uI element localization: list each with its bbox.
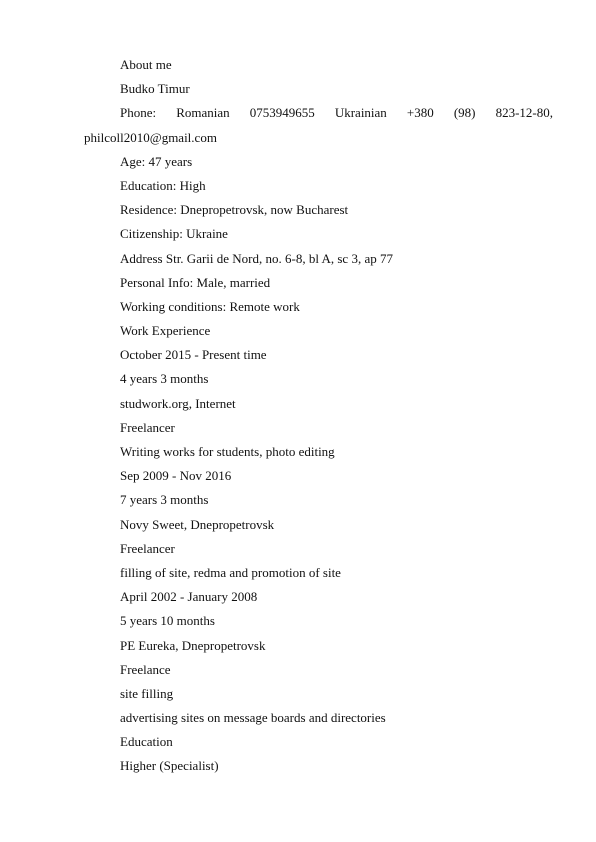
- personal-info-line: Personal Info: Male, married: [120, 274, 271, 290]
- job-duration: 5 years 10 months: [120, 613, 215, 629]
- phone-line: Phone: Romanian 0753949655 Ukrainian +380 (98) 823-12-80,: [120, 105, 553, 121]
- education-level-line: Education: High: [120, 177, 206, 193]
- job-company: studwork.org, Internet: [120, 395, 236, 411]
- job-duty: site filling: [120, 685, 174, 701]
- job-position: Freelancer: [120, 419, 175, 435]
- age-line: Age: 47 years: [120, 153, 193, 169]
- job-position: Freelancer: [120, 540, 175, 556]
- job-duration: 7 years 3 months: [120, 492, 209, 508]
- job-duty: advertising sites on message boards and directories: [120, 710, 386, 726]
- job-duty: filling of site, redma and promotion of site: [120, 564, 341, 580]
- job-period: April 2002 - January 2008: [120, 589, 258, 605]
- full-name: Budko Timur: [120, 81, 190, 97]
- about-heading: About me: [120, 57, 172, 72]
- residence-line: Residence: Dnepropetrovsk, now Bucharest: [120, 202, 349, 218]
- job-period: October 2015 - Present time: [120, 347, 267, 363]
- work-experience-heading: Work Experience: [120, 323, 211, 339]
- working-conditions-line: Working conditions: Remote work: [120, 298, 300, 314]
- job-period: Sep 2009 - Nov 2016: [120, 468, 232, 484]
- education-heading: Education: [120, 734, 173, 750]
- job-position: Freelance: [120, 661, 171, 677]
- job-company: PE Eureka, Dnepropetrovsk: [120, 637, 266, 653]
- job-duration: 4 years 3 months: [120, 371, 209, 387]
- address-line: Address Str. Garii de Nord, no. 6-8, bl A, sc 3, ap 77: [120, 250, 393, 266]
- education-degree: Higher (Specialist): [120, 758, 219, 774]
- resume-body: [84, 56, 553, 782]
- email-address: philcoll2010@gmail.com: [84, 129, 217, 145]
- job-company: Novy Sweet, Dnepropetrovsk: [120, 516, 275, 532]
- job-duty: Writing works for students, photo editing: [120, 444, 335, 459]
- citizenship-line: Citizenship: Ukraine: [120, 226, 228, 242]
